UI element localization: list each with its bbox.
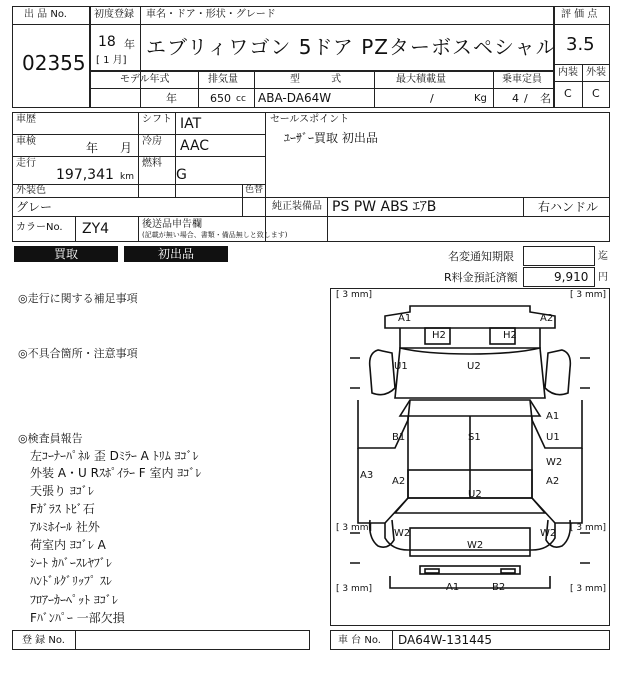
mark-s1: S1 (468, 432, 481, 443)
mileage-unit: km (120, 172, 134, 182)
meter-unit: 迄 (598, 251, 608, 262)
recolor-label: 色替 (245, 185, 264, 195)
car-outline (330, 288, 610, 626)
inspector-line: 荷室内 ﾖｺﾞﾚ A (30, 538, 106, 552)
mark-a1-rear: A1 (446, 582, 460, 593)
disp-unit: cc (236, 94, 246, 104)
mark-u1-right: U1 (546, 432, 560, 443)
r-value: 9,910 (554, 270, 589, 284)
shaken-year: 年 (86, 141, 99, 155)
shaken-month: 月 (120, 141, 133, 155)
reg-year: 18 (98, 34, 116, 50)
shaken-label: 車検 (16, 136, 36, 147)
inspector-line: 左ｺｰﾅｰﾊﾟﾈﾙ 歪 Dﾐﾗｰ A ﾄﾘﾑ ﾖｺﾞﾚ (30, 449, 199, 463)
fuel-label: 燃料 (142, 158, 162, 169)
car-name: エブリィワゴン 5ドア PZターボスペシャル (146, 35, 557, 59)
mark-b1: B1 (392, 432, 406, 443)
chassis-number: DA64W-131445 (398, 633, 493, 647)
displacement: 650 (210, 92, 231, 105)
r-unit: 円 (598, 272, 608, 283)
tread-tl: [ 3 mm] (336, 290, 373, 300)
drive-notes-label: ◎走行に関する補足事項 (18, 292, 138, 305)
mark-a3: A3 (360, 470, 374, 481)
model-type: ABA-DA64W (258, 91, 332, 105)
inspector-line: ｼｰﾄ ｶﾊﾞｰｽﾚﾔﾌﾞﾚ (30, 556, 112, 570)
history-label: 車歴 (16, 114, 36, 125)
cap-sep: / (524, 92, 528, 105)
ext-value: C (592, 87, 600, 100)
defect-notes-label: ◎不具合箇所・注意事項 (18, 347, 138, 360)
mark-u1-left: U1 (394, 361, 408, 372)
reg-label: 初度登録 (94, 9, 134, 20)
mark-a2-left: A2 (392, 476, 406, 487)
shift-value: IAT (180, 116, 202, 132)
inspector-line: 天張り ﾖｺﾞﾚ (30, 484, 94, 498)
load-label: 最大積載量 (396, 74, 446, 85)
fuel-value: G (176, 167, 187, 183)
shift-label: シフト (142, 114, 172, 125)
sales-label: セールスポイント (270, 114, 350, 125)
handle-value: 右ハンドル (538, 200, 599, 214)
mark-w2-right: W2 (546, 457, 563, 468)
meter-label: 名変通知期限 (448, 250, 514, 263)
score-label: 評 価 点 (561, 9, 598, 20)
inspector-line: ﾌﾛｱｰｶｰﾍﾟｯﾄ ﾖｺﾞﾚ (30, 593, 118, 607)
model-year-label: モデル年式 (120, 74, 170, 85)
mark-b2-rear: B2 (492, 582, 506, 593)
color-no-value: ZY4 (82, 221, 110, 237)
mark-h2-right: H2 (503, 330, 517, 341)
mileage-value: 197,341 (56, 167, 114, 183)
reg-year-unit: 年 (124, 38, 135, 51)
cap-unit: 名 (540, 92, 551, 105)
cap-label: 乗車定員 (502, 74, 542, 85)
mark-u2-roof: U2 (468, 489, 482, 500)
mileage-label: 走行 (16, 158, 36, 169)
inspector-label: ◎検査員報告 (18, 432, 83, 445)
inspector-line: Fﾊﾞﾝﾊﾟｰ 一部欠損 (30, 611, 125, 625)
inspector-line: ｱﾙﾐﾎｲｰﾙ 社外 (30, 520, 100, 534)
options-label: 純正装備品 (272, 201, 322, 212)
options-value: PS PW ABS ｴｱB (332, 199, 437, 215)
lot-number: 02355 (22, 51, 86, 75)
inspector-line: ﾊﾝﾄﾞﾙｸﾞﾘｯﾌﾟ ｽﾚ (30, 574, 112, 588)
inspector-line: 外装 A・U Rｽﾎﾟｲﾗｰ F 室内 ﾖｺﾞﾚ (30, 466, 202, 480)
mark-u2-hood: U2 (467, 361, 481, 372)
sales-text: ﾕｰｻﾞｰ買取 初出品 (284, 131, 378, 145)
kaitori-badge: 買取 (14, 246, 118, 262)
int-label: 内装 (558, 67, 578, 78)
tread-tr: [ 3 mm] (570, 290, 607, 300)
color-no-label: カラーNo. (16, 222, 63, 233)
load-unit: Kg (474, 93, 487, 104)
tread-mr: [ 3 mm] (570, 523, 607, 533)
tread-ml: [ 3 mm] (336, 523, 373, 533)
inspector-line: Fｶﾞﾗｽ ﾄﾋﾞ石 (30, 502, 95, 516)
mark-a2-front: A2 (540, 313, 554, 324)
lot-label: 出 品 No. (24, 9, 67, 20)
chassis-label: 車 台 No. (338, 635, 381, 646)
load-sep: / (430, 92, 434, 105)
ext-label: 外装 (586, 67, 606, 78)
mark-w2-rear: W2 (467, 540, 484, 551)
reg-no-label: 登 録 No. (22, 635, 65, 646)
capacity: 4 (512, 92, 519, 105)
tread-bl: [ 3 mm] (336, 584, 373, 594)
tread-br: [ 3 mm] (570, 584, 607, 594)
color-label: 外装色 (16, 185, 46, 196)
type-label: 型 式 (290, 74, 356, 85)
ac-value: AAC (180, 138, 210, 154)
score-value: 3.5 (566, 34, 595, 55)
mark-h2-left: H2 (432, 330, 446, 341)
meter-box (523, 246, 595, 266)
name-label: 車名・ドア・形状・グレード (146, 9, 276, 20)
ac-label: 冷房 (142, 136, 162, 147)
r-label: R料金預託済額 (444, 271, 518, 284)
mark-a2-right: A2 (546, 476, 560, 487)
model-year-unit: 年 (166, 92, 177, 105)
int-value: C (564, 87, 572, 100)
mark-a1-front: A1 (398, 313, 412, 324)
color-value: グレー (16, 200, 53, 214)
mark-w2-right-rear: W2 (540, 528, 557, 539)
reg-month: [ 1 月] (96, 55, 127, 66)
mark-w2-left: W2 (394, 528, 411, 539)
after-note: (記載が無い場合、書類・備品無しと致します) (142, 231, 288, 239)
disp-label: 排気量 (208, 74, 238, 85)
after-label: 後送品申告欄 (142, 219, 202, 230)
mark-a1-right: A1 (546, 411, 560, 422)
first-listing-badge: 初出品 (124, 246, 228, 262)
